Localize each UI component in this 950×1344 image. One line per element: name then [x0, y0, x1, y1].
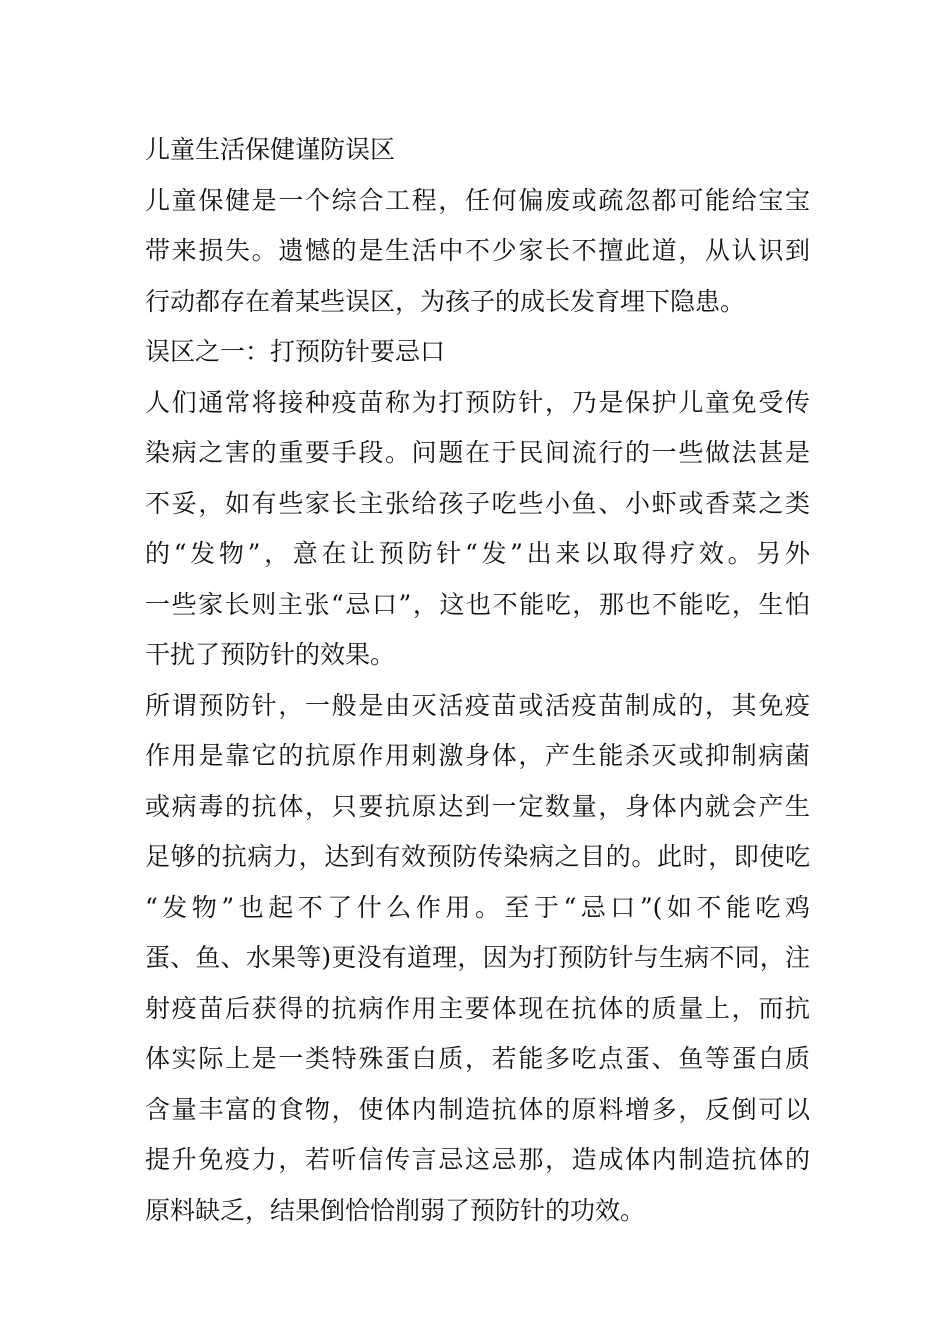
- section-1-paragraph-2: [145, 681, 810, 1237]
- paragraph-line: 误区之一：打预防针要忌口: [145, 337, 446, 366]
- paragraph-line: 一些家长则主张“忌口”，这也不能吃，那也不能吃，生怕: [145, 589, 810, 619]
- paragraph-line: 体实际上是一类特殊蛋白质，若能多吃点蛋、鱼等蛋白质: [145, 1044, 810, 1073]
- paragraph-line: 人们通常将接种疫苗称为打预防针，乃是保护儿童免受传: [145, 387, 810, 417]
- section-heading-1: [145, 327, 810, 378]
- paragraph-line: 含量丰富的食物，使体内制造抗体的原料增多，反倒可以: [145, 1094, 810, 1124]
- paragraph-line: 射疫苗后获得的抗病作用主要体现在抗体的质量上，而抗: [145, 993, 810, 1023]
- paragraph-line: 儿童保健是一个综合工程，任何偏废或疏忽都可能给宝宝: [145, 185, 810, 215]
- paragraph-line: 行动都存在着某些误区，为孩子的成长发育埋下隐患。: [145, 286, 746, 316]
- paragraph-line: 不妥，如有些家长主张给孩子吃些小鱼、小虾或香菜之类: [145, 488, 810, 518]
- paragraph-line: 所谓预防针，一般是由灭活疫苗或活疫苗制成的，其免疫: [145, 690, 810, 720]
- paragraph-line: 蛋、鱼、水果等)更没有道理，因为打预防针与生病不同，注: [145, 943, 810, 972]
- paragraph-line: 或病毒的抗体，只要抗原达到一定数量，身体内就会产生: [145, 791, 810, 821]
- paragraph-line: 提升免疫力，若听信传言忌这忌那，造成体内制造抗体的: [145, 1145, 810, 1174]
- intro-paragraph: [145, 176, 810, 328]
- section-1-paragraph-1: [145, 378, 810, 681]
- document-title: 儿童生活保健谨防误区: [145, 135, 396, 164]
- paragraph-line: 作用是靠它的抗原作用刺激身体，产生能杀灭或抑制病菌: [145, 741, 810, 770]
- paragraph-line: 足够的抗病力，达到有效预防传染病之目的。此时，即使吃: [145, 842, 810, 871]
- paragraph-line: 干扰了预防针的效果。: [145, 640, 396, 669]
- paragraph-line: 的“发物”，意在让预防针“发”出来以取得疗效。另外: [145, 539, 810, 568]
- paragraph-line: “发物”也起不了什么作用。至于“忌口”(如不能吃鸡: [145, 892, 810, 922]
- document-body: [145, 125, 810, 1236]
- paragraph-line: 带来损失。遗憾的是生活中不少家长不擅此道，从认识到: [145, 236, 810, 265]
- paragraph-line: 染病之害的重要手段。问题在于民间流行的一些做法甚是: [145, 438, 810, 467]
- paragraph-line: 原料缺乏，结果倒恰恰削弱了预防针的功效。: [145, 1195, 646, 1225]
